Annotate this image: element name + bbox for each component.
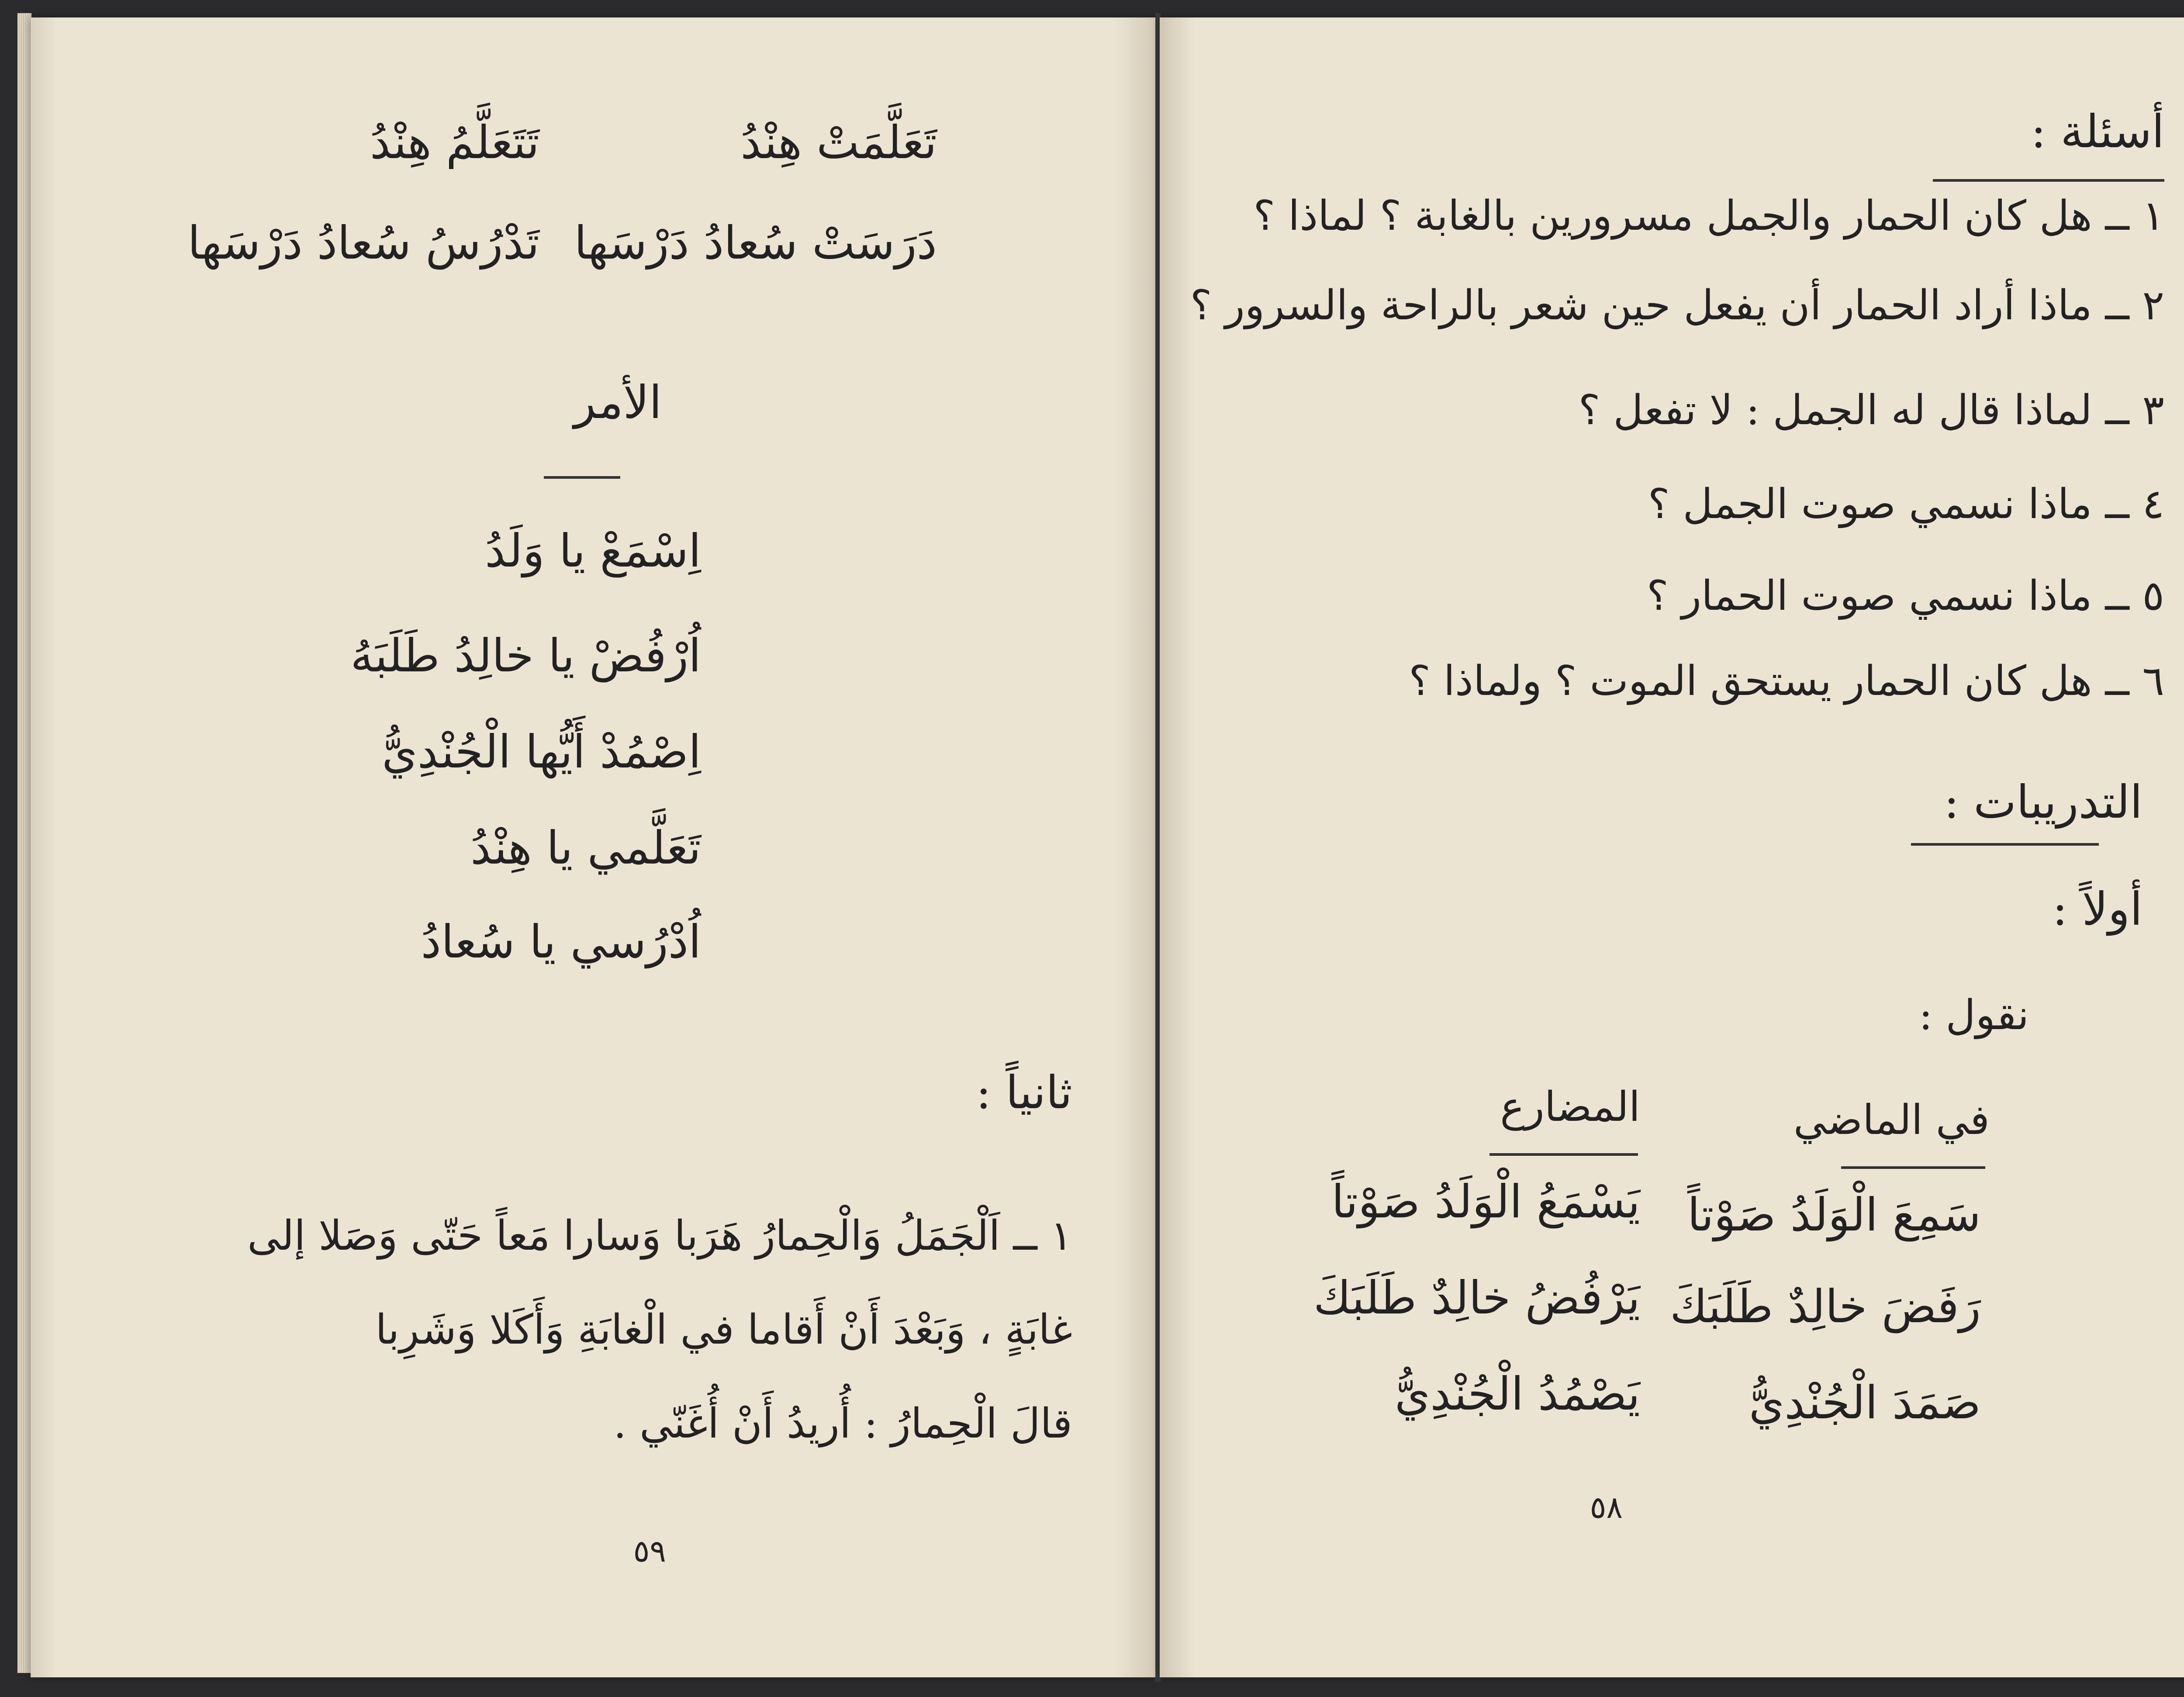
col-past-heading: في الماضي bbox=[1793, 1096, 1990, 1144]
past-row-3: صَمَدَ الْجُنْدِيُّ bbox=[1749, 1376, 1981, 1429]
question-5: ٥ ــ ماذا نسمي صوت الحمار ؟ bbox=[1646, 572, 2164, 620]
past-row-1: سَمِعَ الْوَلَدُ صَوْتاً bbox=[1687, 1188, 1981, 1241]
present-row-2: يَرْفُضُ خالِدٌ طَلَبَكَ bbox=[1313, 1271, 1640, 1324]
col-present-heading: المضارع bbox=[1500, 1083, 1640, 1131]
page-number-right: ٥٨ bbox=[1590, 1490, 1623, 1525]
imperative-5: اُدْرُسي يا سُعادُ bbox=[421, 915, 701, 968]
second-heading: ثانياً : bbox=[976, 1066, 1072, 1119]
question-2: ٢ ــ ماذا أراد الحمار أن يفعل حين شعر بالراحة والسرور ؟ bbox=[1190, 282, 2164, 329]
page-edges-left bbox=[17, 13, 31, 1673]
left-page bbox=[31, 17, 1155, 1677]
question-4: ٤ ــ ماذا نسمي صوت الجمل ؟ bbox=[1648, 480, 2164, 528]
past-row-2: رَفَضَ خالِدٌ طَلَبَكَ bbox=[1670, 1280, 1981, 1333]
present-row-1: يَسْمَعُ الْوَلَدُ صَوْتاً bbox=[1331, 1175, 1640, 1228]
imperative-heading: الأمر bbox=[574, 376, 662, 429]
imperative-2: اُرْفُضْ يا خالِدُ طَلَبَهُ bbox=[350, 629, 701, 682]
questions-heading: أسئلة : bbox=[2031, 105, 2164, 158]
exercise-line-2: غابَةٍ ، وَبَعْدَ أَنْ أَقاما في الْغابَةِ وَأَكَلا وَشَرِبا bbox=[375, 1306, 1072, 1354]
exercise-line-1: ١ ــ اَلْجَمَلُ وَالْحِمارُ هَرَبا وَسارا مَعاً حَتّى وَصَلا إلى bbox=[247, 1212, 1072, 1260]
question-3: ٣ ــ لماذا قال له الجمل : لا تفعل ؟ bbox=[1578, 387, 2164, 434]
exercises-heading: التدريبات : bbox=[1944, 775, 2143, 829]
imperative-1: اِسْمَعْ يا وَلَدُ bbox=[485, 524, 701, 577]
first-heading: أولاً : bbox=[2052, 882, 2143, 936]
present-row-3: يَصْمُدُ الْجُنْدِيُّ bbox=[1395, 1367, 1640, 1421]
exercises-underline bbox=[1911, 843, 2099, 846]
exercise-line-3: قالَ الْحِمارُ : أُريدُ أَنْ أُغَنّي . bbox=[613, 1400, 1072, 1448]
imperative-underline bbox=[544, 476, 620, 479]
question-6: ٦ ــ هل كان الحمار يستحق الموت ؟ ولماذا ؟ bbox=[1409, 657, 2164, 705]
page-number-left: ٥٩ bbox=[633, 1533, 666, 1569]
questions-underline bbox=[1933, 179, 2164, 182]
col-past-underline bbox=[1841, 1166, 1985, 1169]
right-page bbox=[1160, 17, 2184, 1677]
row2-past: دَرَسَتْ سُعادُ دَرْسَها bbox=[574, 216, 937, 270]
question-1: ١ ــ هل كان الحمار والجمل مسرورين بالغابة ؟ لماذا ؟ bbox=[1253, 192, 2164, 240]
imperative-4: تَعَلَّمي يا هِنْدُ bbox=[470, 821, 701, 874]
col-present-underline bbox=[1489, 1153, 1638, 1156]
row1-past: تَعَلَّمَتْ هِنْدُ bbox=[740, 116, 937, 169]
imperative-3: اِصْمُدْ أَيُّها الْجُنْدِيُّ bbox=[382, 725, 701, 778]
row2-present: تَدْرُسُ سُعادُ دَرْسَها bbox=[187, 216, 539, 270]
we-say-label: نقول : bbox=[1918, 992, 2029, 1039]
row1-present: تَتَعَلَّمُ هِنْدُ bbox=[370, 116, 539, 169]
